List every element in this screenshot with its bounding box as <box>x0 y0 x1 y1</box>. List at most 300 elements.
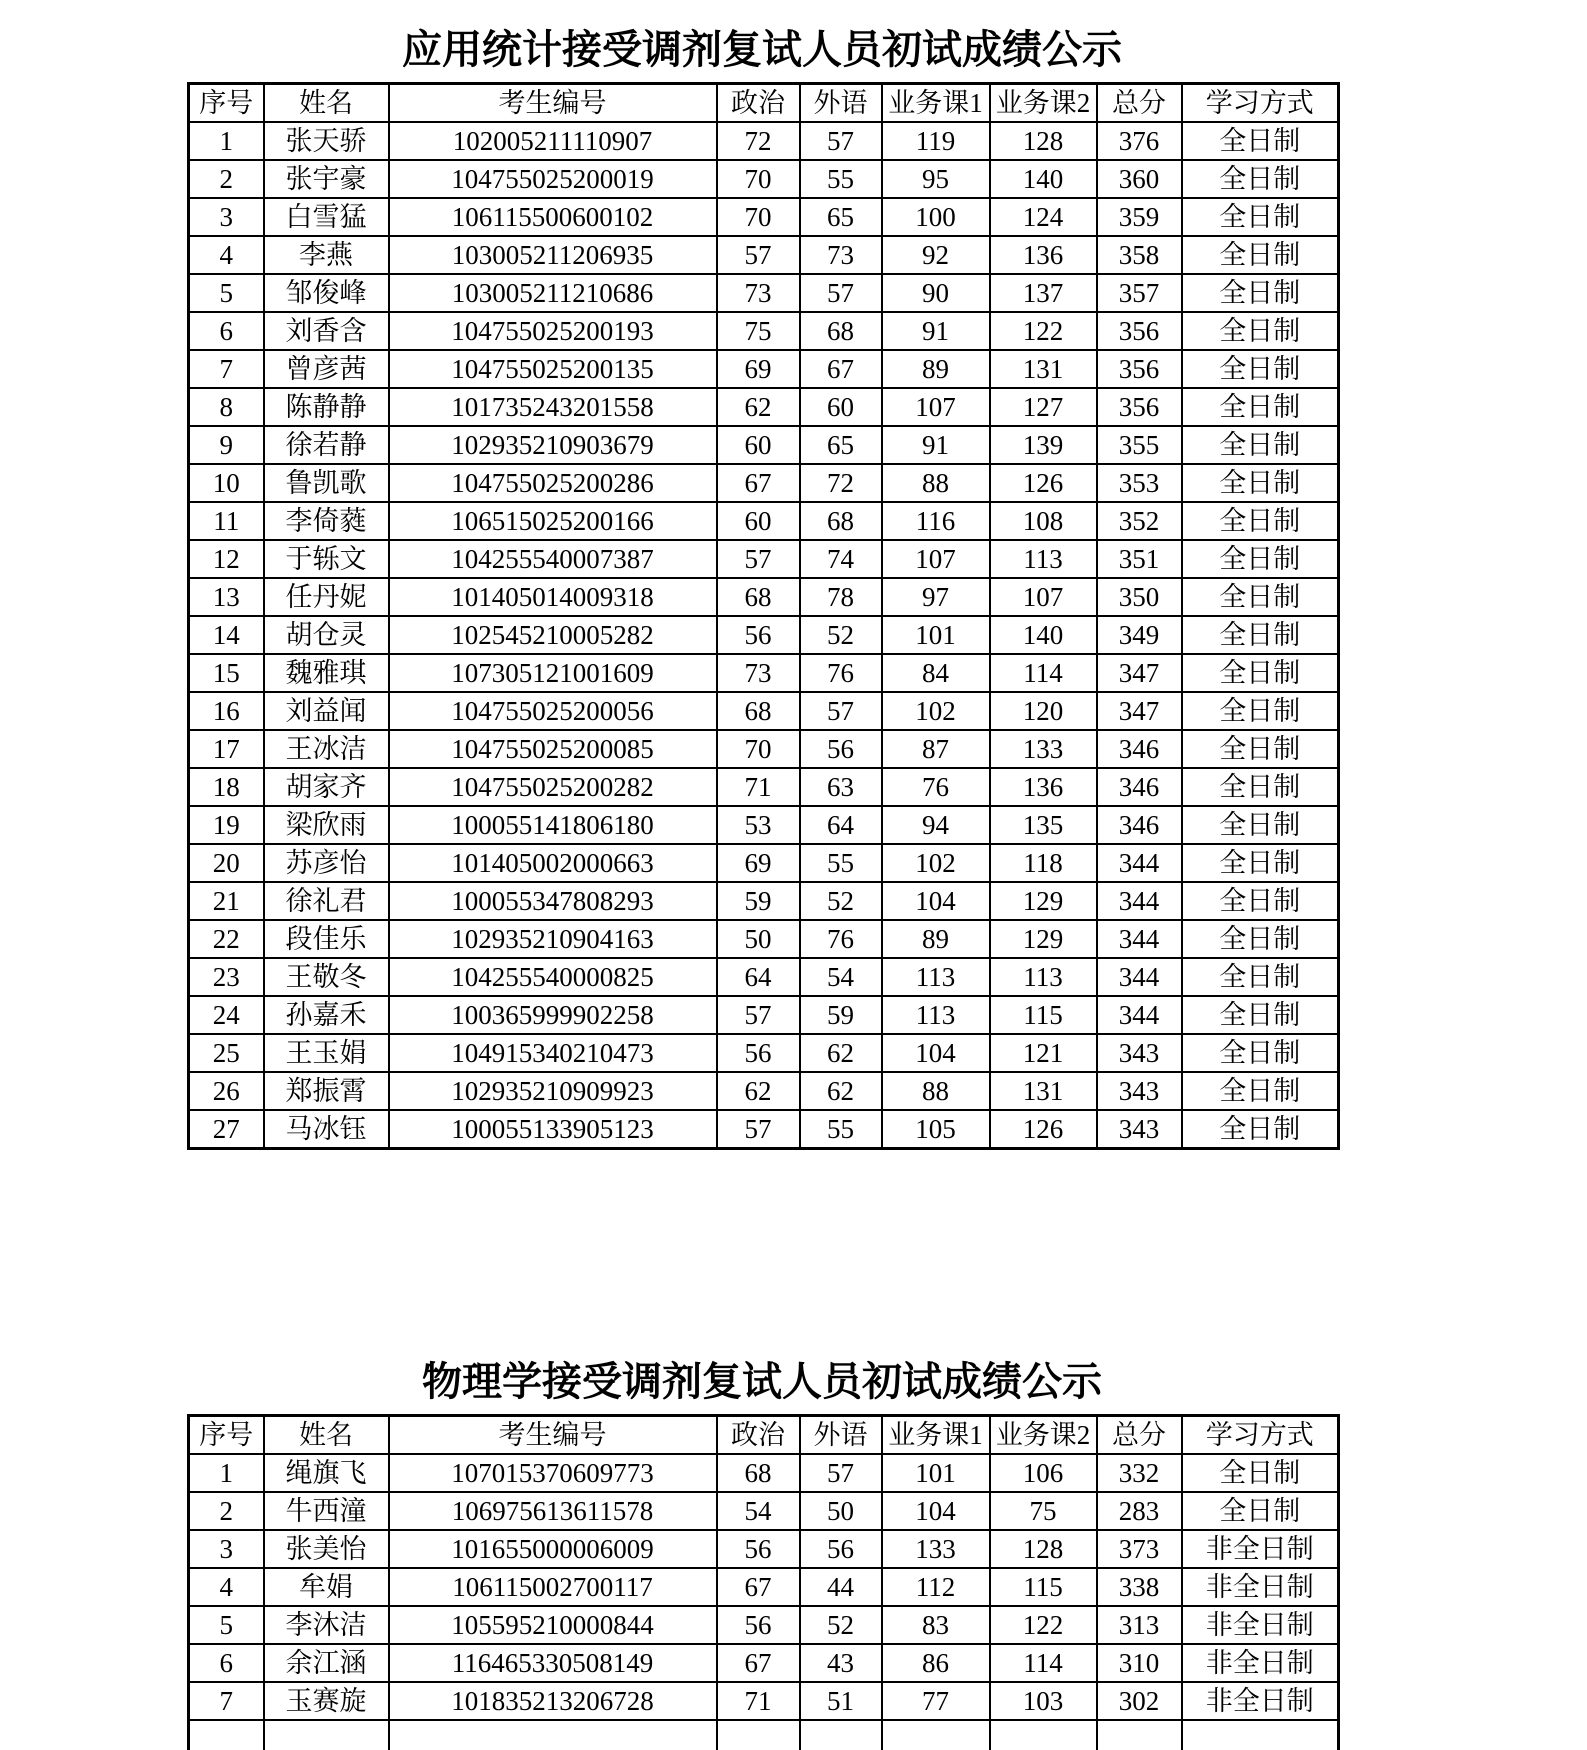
table-row <box>189 274 1339 312</box>
table-cell: 114 <box>990 1644 1097 1682</box>
table-cell: 75 <box>717 312 800 350</box>
table-cell: 69 <box>717 844 800 882</box>
table-cell: 95 <box>882 160 990 198</box>
table-cell: 113 <box>990 958 1097 996</box>
table-cell: 绳旗飞 <box>264 1454 389 1492</box>
table-cell: 魏雅琪 <box>264 654 389 692</box>
table-cell: 356 <box>1097 388 1182 426</box>
table-cell: 107 <box>990 578 1097 616</box>
physics-section <box>187 1358 1337 1750</box>
table-cell: 135 <box>990 806 1097 844</box>
table-cell: 352 <box>1097 502 1182 540</box>
table-cell: 76 <box>882 768 990 806</box>
table-cell: 56 <box>717 1606 800 1644</box>
header-row <box>189 1416 1339 1455</box>
table-cell: 全日制 <box>1182 502 1339 540</box>
table-cell: 牛西潼 <box>264 1492 389 1530</box>
column-header: 外语 <box>800 1416 882 1455</box>
table-cell: 102935210909923 <box>389 1072 717 1110</box>
table-cell: 108 <box>990 502 1097 540</box>
table-cell: 徐若静 <box>264 426 389 464</box>
table-cell: 全日制 <box>1182 1034 1339 1072</box>
table-cell: 曾彦茜 <box>264 350 389 388</box>
column-header: 总分 <box>1097 84 1182 123</box>
table-cell: 100365999902258 <box>389 996 717 1034</box>
table-cell: 88 <box>882 464 990 502</box>
table-row <box>189 1492 1339 1530</box>
table-cell: 鲁凯歌 <box>264 464 389 502</box>
table-cell: 89 <box>882 920 990 958</box>
table-cell: 102005211110907 <box>389 122 717 160</box>
table-cell: 140 <box>990 160 1097 198</box>
table-row <box>189 844 1339 882</box>
table-cell: 137 <box>990 274 1097 312</box>
table-cell: 113 <box>990 540 1097 578</box>
table-cell: 90 <box>882 274 990 312</box>
table-cell: 67 <box>717 464 800 502</box>
column-header: 姓名 <box>264 1416 389 1455</box>
table-cell: 全日制 <box>1182 236 1339 274</box>
table-cell: 于轹文 <box>264 540 389 578</box>
table-cell: 24 <box>189 996 264 1034</box>
column-header: 考生编号 <box>389 84 717 123</box>
table-cell: 徐礼君 <box>264 882 389 920</box>
table-cell: 非全日制 <box>1182 1568 1339 1606</box>
table-cell: 44 <box>800 1568 882 1606</box>
table-cell: 全日制 <box>1182 464 1339 502</box>
table-cell: 104 <box>882 882 990 920</box>
table-cell: 张美怡 <box>264 1530 389 1568</box>
table-cell: 余江涵 <box>264 1644 389 1682</box>
table-cell: 全日制 <box>1182 160 1339 198</box>
table-cell: 124 <box>990 198 1097 236</box>
column-header: 外语 <box>800 84 882 123</box>
table-cell: 55 <box>800 844 882 882</box>
table-cell: 57 <box>800 692 882 730</box>
table-cell: 19 <box>189 806 264 844</box>
table-cell: 22 <box>189 920 264 958</box>
table-cell: 59 <box>800 996 882 1034</box>
table-cell: 140 <box>990 616 1097 654</box>
table-cell: 白雪猛 <box>264 198 389 236</box>
table-cell: 72 <box>800 464 882 502</box>
table-cell: 113 <box>882 958 990 996</box>
column-header: 业务课1 <box>882 84 990 123</box>
column-header: 考生编号 <box>389 1416 717 1455</box>
table-cell: 129 <box>990 882 1097 920</box>
applied-statistics-table-title: 应用统计接受调剂复试人员初试成绩公示 <box>402 27 1122 72</box>
table-cell: 350 <box>1097 578 1182 616</box>
table-cell <box>882 1720 990 1750</box>
column-header: 序号 <box>189 1416 264 1455</box>
table-row <box>189 1568 1339 1606</box>
table-cell: 74 <box>800 540 882 578</box>
table-cell: 102 <box>882 844 990 882</box>
table-cell: 7 <box>189 350 264 388</box>
table-cell: 全日制 <box>1182 1072 1339 1110</box>
table-cell: 张宇豪 <box>264 160 389 198</box>
table-cell: 56 <box>800 730 882 768</box>
table-cell: 苏彦怡 <box>264 844 389 882</box>
table-cell: 67 <box>717 1644 800 1682</box>
table-cell: 43 <box>800 1644 882 1682</box>
table-cell: 107 <box>882 540 990 578</box>
table-cell: 136 <box>990 768 1097 806</box>
table-cell: 胡仓灵 <box>264 616 389 654</box>
table-cell: 68 <box>717 578 800 616</box>
table-cell: 101835213206728 <box>389 1682 717 1720</box>
table-cell: 55 <box>800 1110 882 1149</box>
table-cell: 全日制 <box>1182 122 1339 160</box>
table-cell: 104755025200085 <box>389 730 717 768</box>
table-cell: 郑振霄 <box>264 1072 389 1110</box>
table-cell: 56 <box>717 616 800 654</box>
table-cell: 53 <box>717 806 800 844</box>
table-cell: 373 <box>1097 1530 1182 1568</box>
table-cell: 68 <box>800 312 882 350</box>
table-cell: 338 <box>1097 1568 1182 1606</box>
table-cell: 70 <box>717 198 800 236</box>
table-cell: 106115500600102 <box>389 198 717 236</box>
table-cell: 71 <box>717 1682 800 1720</box>
table-cell: 126 <box>990 1110 1097 1149</box>
table-row <box>189 350 1339 388</box>
applied-statistics-section <box>187 26 1337 1150</box>
table-cell: 段佳乐 <box>264 920 389 958</box>
physics-table-title: 物理学接受调剂复试人员初试成绩公示 <box>422 1359 1102 1404</box>
table-cell: 100 <box>882 198 990 236</box>
table-cell: 349 <box>1097 616 1182 654</box>
table-cell: 91 <box>882 426 990 464</box>
table-cell: 68 <box>800 502 882 540</box>
table-cell: 56 <box>800 1530 882 1568</box>
table-cell: 57 <box>717 540 800 578</box>
table-cell: 102545210005282 <box>389 616 717 654</box>
table-row <box>189 654 1339 692</box>
table-cell: 全日制 <box>1182 540 1339 578</box>
table-cell: 62 <box>800 1034 882 1072</box>
table-cell: 73 <box>717 654 800 692</box>
table-cell: 12 <box>189 540 264 578</box>
table-cell: 马冰钰 <box>264 1110 389 1149</box>
table-cell: 103005211210686 <box>389 274 717 312</box>
column-header: 学习方式 <box>1182 1416 1339 1455</box>
table-cell: 全日制 <box>1182 844 1339 882</box>
table-cell: 64 <box>717 958 800 996</box>
table-cell: 128 <box>990 1530 1097 1568</box>
table-row <box>189 768 1339 806</box>
table-cell: 6 <box>189 312 264 350</box>
table-row <box>189 236 1339 274</box>
table-cell: 118 <box>990 844 1097 882</box>
table-cell: 107 <box>882 388 990 426</box>
table-cell: 全日制 <box>1182 692 1339 730</box>
table-cell: 4 <box>189 1568 264 1606</box>
table-cell: 8 <box>189 388 264 426</box>
table-cell: 77 <box>882 1682 990 1720</box>
table-cell: 101405002000663 <box>389 844 717 882</box>
table-cell: 73 <box>717 274 800 312</box>
column-header: 业务课2 <box>990 1416 1097 1455</box>
table-cell: 344 <box>1097 920 1182 958</box>
table-cell: 310 <box>1097 1644 1182 1682</box>
table-cell: 131 <box>990 350 1097 388</box>
table-cell: 21 <box>189 882 264 920</box>
table-cell: 103 <box>990 1682 1097 1720</box>
table-cell: 全日制 <box>1182 806 1339 844</box>
table-cell: 70 <box>717 160 800 198</box>
table-row <box>189 388 1339 426</box>
table-cell: 56 <box>717 1530 800 1568</box>
table-cell: 84 <box>882 654 990 692</box>
table-cell: 313 <box>1097 1606 1182 1644</box>
table-cell: 67 <box>800 350 882 388</box>
table-cell: 57 <box>800 122 882 160</box>
table-cell: 64 <box>800 806 882 844</box>
table-cell: 全日制 <box>1182 350 1339 388</box>
table-cell: 全日制 <box>1182 958 1339 996</box>
table-cell: 54 <box>800 958 882 996</box>
table-cell: 136 <box>990 236 1097 274</box>
table-cell: 王玉娟 <box>264 1034 389 1072</box>
table-cell: 343 <box>1097 1034 1182 1072</box>
table-cell: 100055347808293 <box>389 882 717 920</box>
table-row <box>189 616 1339 654</box>
applied-statistics-score-table <box>187 82 1340 1150</box>
table-cell: 70 <box>717 730 800 768</box>
table-cell: 王敬冬 <box>264 958 389 996</box>
table-cell: 5 <box>189 1606 264 1644</box>
table-cell: 75 <box>990 1492 1097 1530</box>
table-cell <box>1097 1720 1182 1750</box>
table-cell: 104255540000825 <box>389 958 717 996</box>
table-cell: 114 <box>990 654 1097 692</box>
table-cell: 102 <box>882 692 990 730</box>
table-cell: 玉赛旋 <box>264 1682 389 1720</box>
table-cell: 9 <box>189 426 264 464</box>
table-cell: 邹俊峰 <box>264 274 389 312</box>
table-cell: 59 <box>717 882 800 920</box>
table-cell: 4 <box>189 236 264 274</box>
table-cell <box>389 1720 717 1750</box>
table-cell: 91 <box>882 312 990 350</box>
table-cell: 李倚蕤 <box>264 502 389 540</box>
table-cell: 67 <box>717 1568 800 1606</box>
table-cell: 133 <box>990 730 1097 768</box>
table-cell: 332 <box>1097 1454 1182 1492</box>
table-cell <box>264 1720 389 1750</box>
table-cell <box>1182 1720 1339 1750</box>
table-cell: 57 <box>800 274 882 312</box>
table-cell: 102935210903679 <box>389 426 717 464</box>
table-cell: 23 <box>189 958 264 996</box>
table-cell: 101405014009318 <box>389 578 717 616</box>
table-cell: 56 <box>717 1034 800 1072</box>
table-cell: 119 <box>882 122 990 160</box>
table-cell: 6 <box>189 1644 264 1682</box>
table-row <box>189 996 1339 1034</box>
table-cell: 343 <box>1097 1072 1182 1110</box>
table-row <box>189 540 1339 578</box>
table-cell: 86 <box>882 1644 990 1682</box>
table-cell: 344 <box>1097 882 1182 920</box>
table-cell <box>800 1720 882 1750</box>
table-cell: 126 <box>990 464 1097 502</box>
table-cell: 103005211206935 <box>389 236 717 274</box>
table-cell: 60 <box>800 388 882 426</box>
table-cell: 全日制 <box>1182 882 1339 920</box>
table-cell: 104755025200193 <box>389 312 717 350</box>
table-cell: 全日制 <box>1182 198 1339 236</box>
table-cell: 57 <box>717 1110 800 1149</box>
table-cell <box>717 1720 800 1750</box>
table-cell: 全日制 <box>1182 616 1339 654</box>
table-cell <box>189 1720 264 1750</box>
table-cell: 347 <box>1097 654 1182 692</box>
table-cell: 69 <box>717 350 800 388</box>
table-cell: 全日制 <box>1182 578 1339 616</box>
column-header: 序号 <box>189 84 264 123</box>
table-cell: 116 <box>882 502 990 540</box>
table-row <box>189 160 1339 198</box>
table-row <box>189 1072 1339 1110</box>
table-row <box>189 578 1339 616</box>
table-cell: 非全日制 <box>1182 1682 1339 1720</box>
table-cell: 68 <box>717 1454 800 1492</box>
table-cell: 李燕 <box>264 236 389 274</box>
table-cell: 122 <box>990 312 1097 350</box>
table-cell: 283 <box>1097 1492 1182 1530</box>
table-cell: 63 <box>800 768 882 806</box>
table-cell: 128 <box>990 122 1097 160</box>
table-row <box>189 312 1339 350</box>
table-row <box>189 882 1339 920</box>
table-cell: 10 <box>189 464 264 502</box>
table-cell: 88 <box>882 1072 990 1110</box>
table-cell: 11 <box>189 502 264 540</box>
table-row <box>189 692 1339 730</box>
table-cell: 351 <box>1097 540 1182 578</box>
table-cell: 139 <box>990 426 1097 464</box>
table-cell: 346 <box>1097 806 1182 844</box>
table-cell: 104755025200282 <box>389 768 717 806</box>
table-cell: 127 <box>990 388 1097 426</box>
table-cell: 68 <box>717 692 800 730</box>
table-row <box>189 958 1339 996</box>
table-row <box>189 920 1339 958</box>
table-cell: 121 <box>990 1034 1097 1072</box>
table-cell: 1 <box>189 122 264 160</box>
table-cell: 116465330508149 <box>389 1644 717 1682</box>
table-cell: 133 <box>882 1530 990 1568</box>
table-cell: 非全日制 <box>1182 1606 1339 1644</box>
table-cell: 78 <box>800 578 882 616</box>
table-cell: 5 <box>189 274 264 312</box>
table-cell: 101 <box>882 1454 990 1492</box>
table-cell: 全日制 <box>1182 996 1339 1034</box>
table-cell: 1 <box>189 1454 264 1492</box>
table-cell: 346 <box>1097 730 1182 768</box>
table-cell: 57 <box>717 996 800 1034</box>
table-cell: 120 <box>990 692 1097 730</box>
table-cell: 344 <box>1097 958 1182 996</box>
table-row <box>189 426 1339 464</box>
table-cell: 97 <box>882 578 990 616</box>
column-header: 总分 <box>1097 1416 1182 1455</box>
table-cell: 全日制 <box>1182 654 1339 692</box>
table-cell: 105 <box>882 1110 990 1149</box>
table-cell: 344 <box>1097 996 1182 1034</box>
table-cell: 非全日制 <box>1182 1644 1339 1682</box>
table-row <box>189 806 1339 844</box>
table-cell: 20 <box>189 844 264 882</box>
table-cell <box>990 1720 1097 1750</box>
column-header: 业务课2 <box>990 84 1097 123</box>
table-cell: 356 <box>1097 350 1182 388</box>
table-cell: 104915340210473 <box>389 1034 717 1072</box>
table-cell: 343 <box>1097 1110 1182 1149</box>
table-cell: 104755025200019 <box>389 160 717 198</box>
table-cell: 全日制 <box>1182 768 1339 806</box>
table-cell: 122 <box>990 1606 1097 1644</box>
table-row <box>189 1682 1339 1720</box>
table-cell: 全日制 <box>1182 426 1339 464</box>
column-header: 学习方式 <box>1182 84 1339 123</box>
table-cell: 全日制 <box>1182 312 1339 350</box>
table-cell: 全日制 <box>1182 920 1339 958</box>
table-cell: 李沐洁 <box>264 1606 389 1644</box>
table-cell: 54 <box>717 1492 800 1530</box>
table-cell: 107015370609773 <box>389 1454 717 1492</box>
table-cell: 106115002700117 <box>389 1568 717 1606</box>
table-cell: 302 <box>1097 1682 1182 1720</box>
table-cell: 347 <box>1097 692 1182 730</box>
table-cell: 50 <box>800 1492 882 1530</box>
table-cell: 105595210000844 <box>389 1606 717 1644</box>
table-cell: 360 <box>1097 160 1182 198</box>
table-cell: 101735243201558 <box>389 388 717 426</box>
table-cell: 牟娟 <box>264 1568 389 1606</box>
table-cell: 孙嘉禾 <box>264 996 389 1034</box>
table-cell: 131 <box>990 1072 1097 1110</box>
table-cell: 65 <box>800 426 882 464</box>
table-cell: 112 <box>882 1568 990 1606</box>
table-cell: 全日制 <box>1182 274 1339 312</box>
table-cell: 89 <box>882 350 990 388</box>
table-cell: 陈静静 <box>264 388 389 426</box>
column-header: 姓名 <box>264 84 389 123</box>
table-cell: 16 <box>189 692 264 730</box>
table-cell: 344 <box>1097 844 1182 882</box>
table-row <box>189 1110 1339 1149</box>
table-cell: 全日制 <box>1182 730 1339 768</box>
table-cell: 113 <box>882 996 990 1034</box>
table-cell: 52 <box>800 882 882 920</box>
table-cell: 18 <box>189 768 264 806</box>
table-cell: 100055141806180 <box>389 806 717 844</box>
table-cell: 106515025200166 <box>389 502 717 540</box>
table-cell: 梁欣雨 <box>264 806 389 844</box>
table-cell: 104755025200286 <box>389 464 717 502</box>
table-cell: 71 <box>717 768 800 806</box>
table-cell: 129 <box>990 920 1097 958</box>
table-cell: 355 <box>1097 426 1182 464</box>
column-header: 政治 <box>717 1416 800 1455</box>
table-cell: 76 <box>800 654 882 692</box>
table-cell: 353 <box>1097 464 1182 502</box>
table-cell: 72 <box>717 122 800 160</box>
table-cell: 359 <box>1097 198 1182 236</box>
